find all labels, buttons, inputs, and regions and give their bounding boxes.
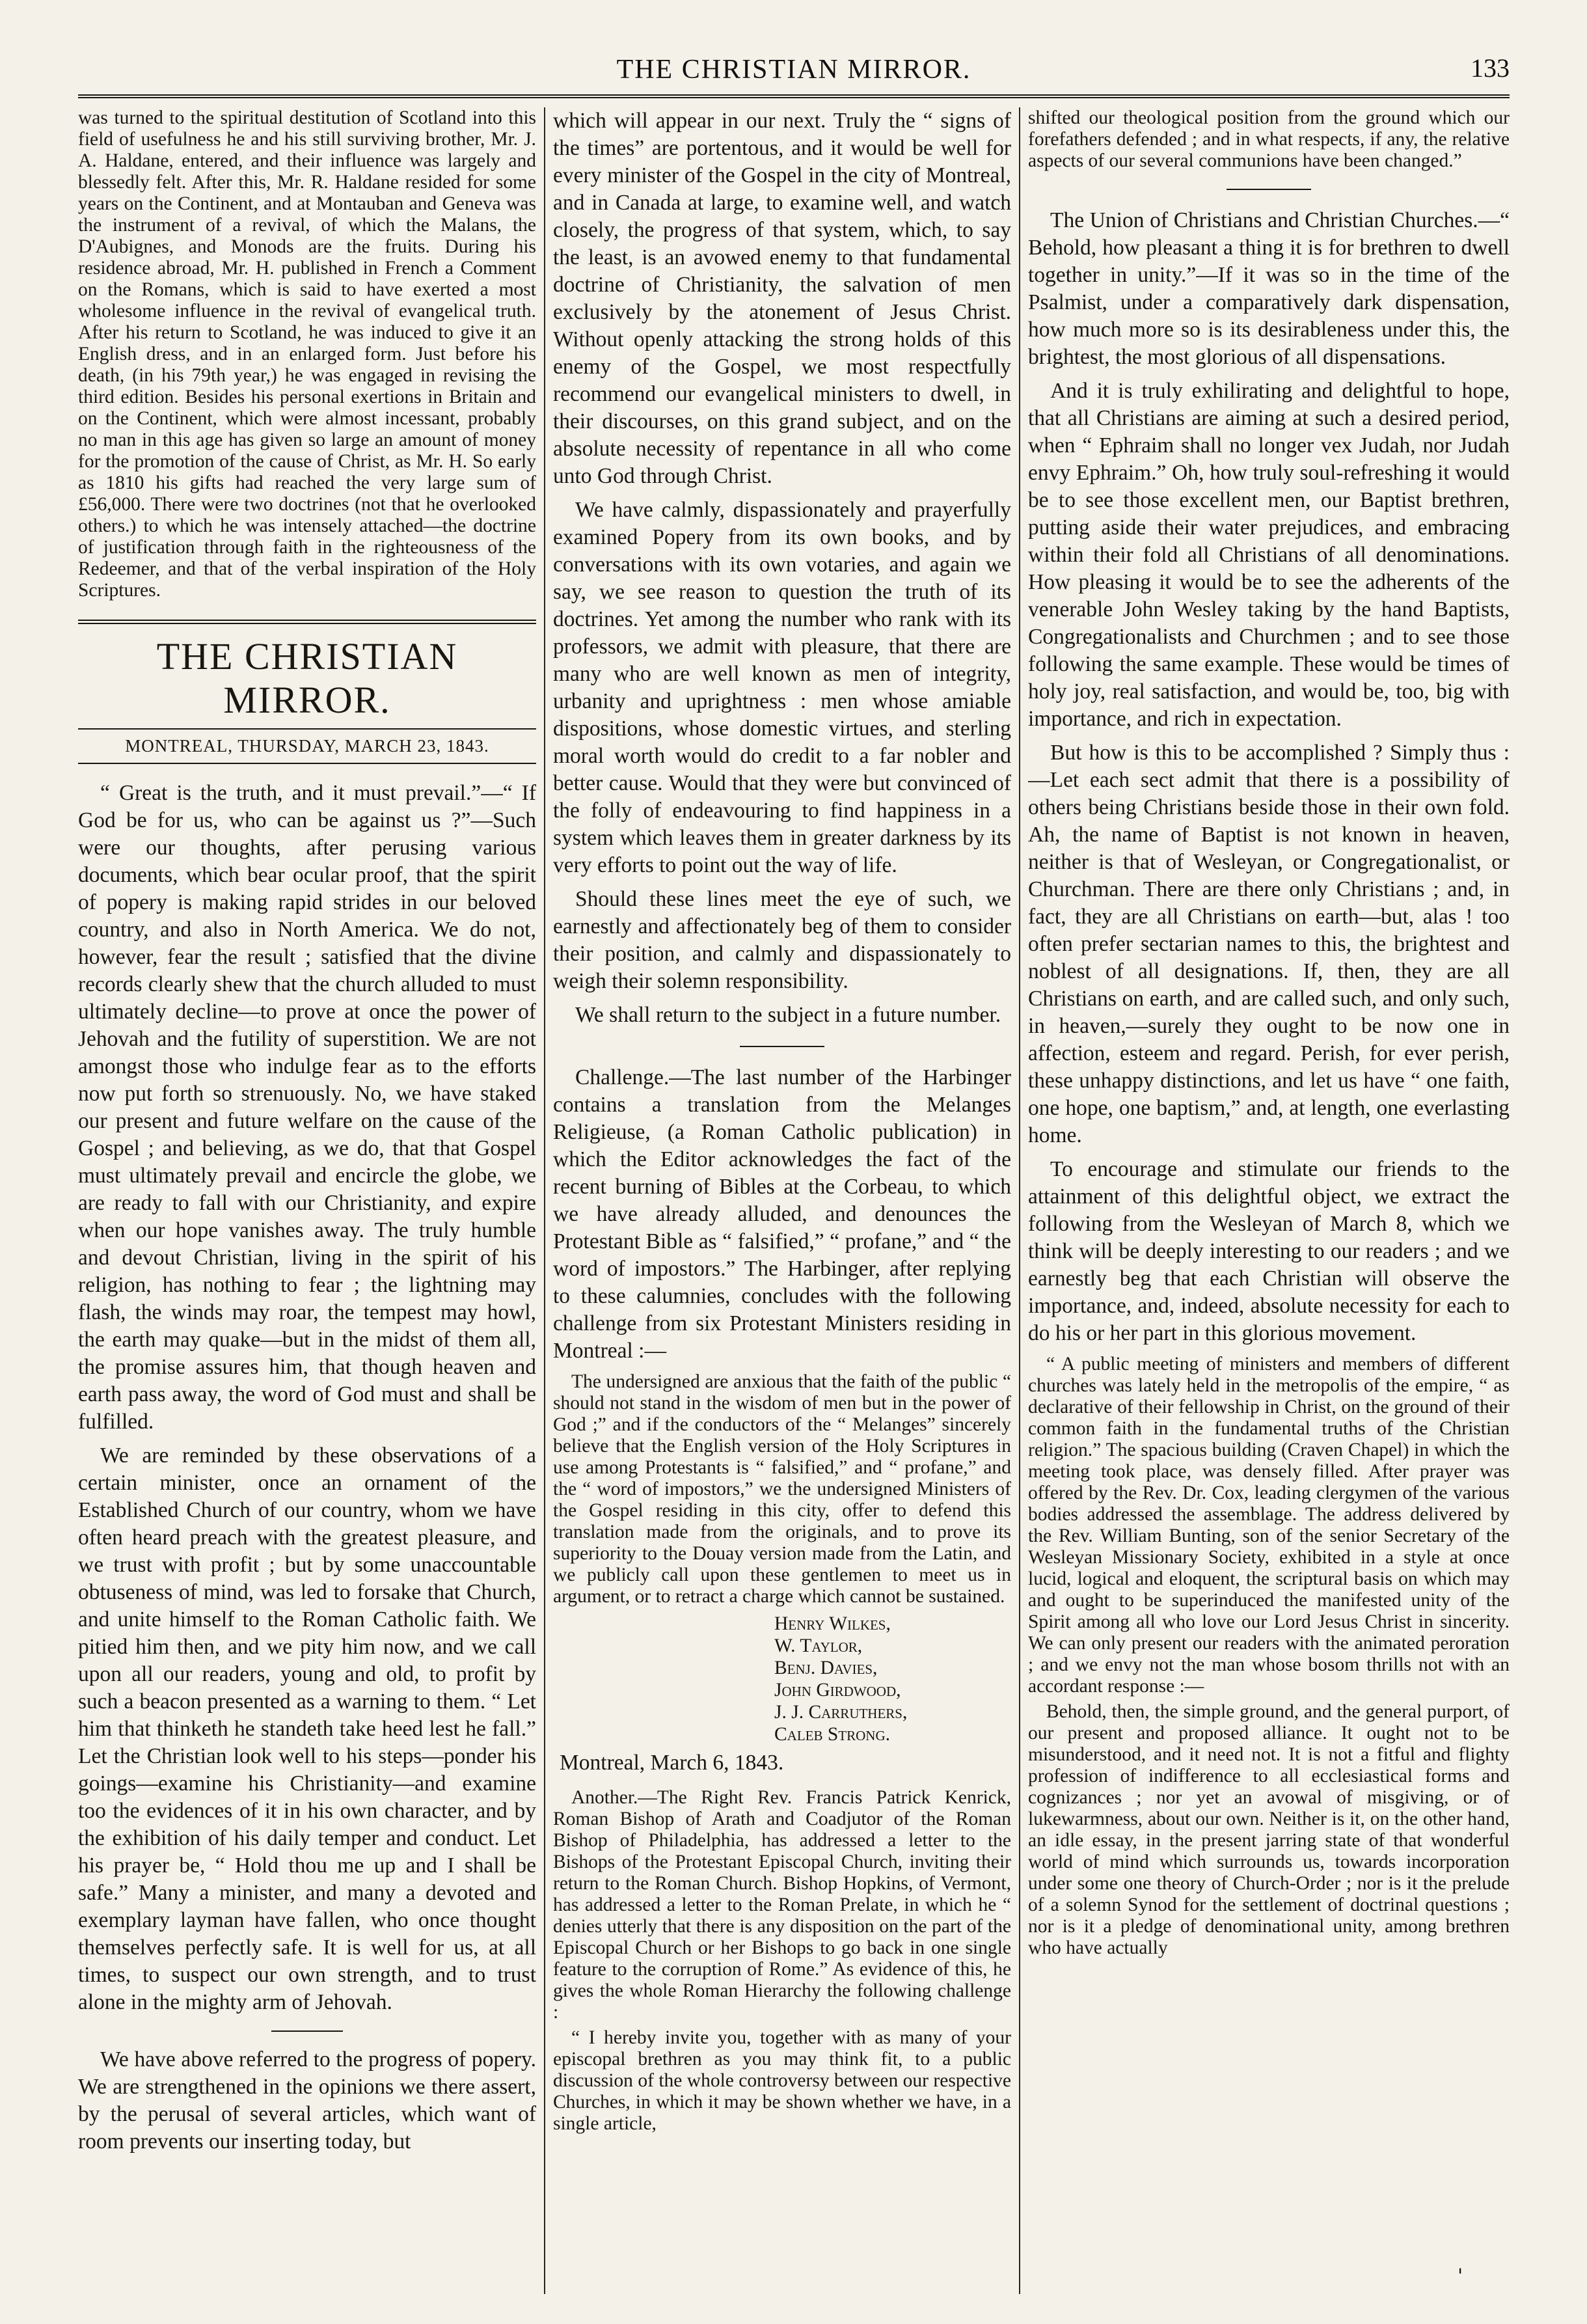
- running-title: THE CHRISTIAN MIRROR.: [616, 55, 971, 85]
- editorial-paragraph: We are reminded by these observations of a certain minister, once an ornament of the Established Church of our country, whom we have often heard preach with the greatest pleasure, and we trust with profit ; but by some unaccountable obtuseness of mind, was led to forsake that Church, and unite himself to the Roman Catholic faith. We pitied him then, and we pity him now, and we call upon all our readers, young and old, to profit by such a beacon presented as a warning to them. “ Let him that thinketh he standeth take heed lest he fall.” Let the Christian look well to his steps—ponder his goings—examine his Christianity—and examine too the evidences of it in his own character, and by the exhibition of his daily temper and conduct. Let his prayer be, “ Hold thou me up and I shall be safe.” Many a minister, and many a devoted and exemplary layman have fallen, who once thought themselves perfectly safe. It is well for us, at all times, to suspect our own strength, and to trust alone in the mighty arm of Jehovah.: [78, 1443, 536, 2014]
- dateline: Montreal, March 6, 1843.: [560, 1751, 784, 1775]
- signatory: Benj. Davies,: [774, 1658, 878, 1678]
- article-separator: [1227, 189, 1311, 190]
- article-separator: [271, 2030, 343, 2032]
- union-paragraph: But how is this to be accomplished ? Simply thus :—Let each sect admit that there is a possibility of others being Christians beside those in their own fold. Ah, the name of Baptist is not known in heaven, neither is that of Wesleyan, or Congregationalist, or Churchman. There are there only Christians ; and, in fact, they are all Christians on earth—but, alas ! too often prefer sectarian names to this, the brightest and noblest of all designations. If, then, they are all Christians on earth, and are called such, and only such, in heaven,—surely they ought to be now one in affection, esteem and regard. Perish, for ever perish, these unhappy distinctions, and let us have “ one faith, one hope, one baptism,” and, at length, one everlasting home.: [1028, 741, 1510, 1147]
- wesleyan-extract: Behold, then, the simple ground, and the general purport, of our present and proposed alliance. It ought not to be misunderstood, and it need not. It is not a fitful and flighty profession of indifference to all ecclesiastical forms and cognizances ; nor yet an avowal of misgiving, or of lukewarmness, about our own. Neither is it, on the other hand, an idle essay, in the present jarring state of that wonderful world of mind which surrounds us, towards incorporation under some one theory of Church-Order ; nor is it the prelude of a solemn Synod for the settlement of doctrinal questions ; nor is it a pledge of denominational unity, among brethren who have actually: [1028, 1701, 1510, 1958]
- editorial-paragraph: which will appear in our next. Truly the “ signs of the times” are portentous, and it would be well for every minister of the Gospel in the city of Montreal, and in Canada at large, to examine well, and watch closely, the progress of that system, which, to say the least, is an avowed enemy to that fundamental doctrine of Christianity, the salvation of men exclusively by the atonement of Jesus Christ. Without openly attacking the strong holds of this enemy of the Gospel, we most respectfully recommend our evangelical ministers to dwell, in their discourses, on this grand subject, and on the absolute necessity of repentance in all who come unto God through Christ.: [553, 109, 1011, 488]
- editorial-paragraph: “ Great is the truth, and it must prevail.”—“ If God be for us, who can be against us ?”—Such were our thoughts, after perusing various documents, which bear ocular proof, that the spirit of popery is making rapid strides in our beloved country, and also in North America. We do not, however, fear the result ; satisfied that the divine records clearly shew that the church alluded to must ultimately decline—to prove at once the power of Jehovah and the futility of superstition. We are not amongst those who indulge fear as to the efforts now put forth so strenuously. No, we have staked our present and future welfare on the cause of the Gospel ; and believing, as we do, that that Gospel must ultimately prevail and encircle the globe, we are ready to fall with our Christianity, and expire when our hope vanishes away. The truly humble and devout Christian, living in the spirit of his religion, has nothing to fear ; the lightning may flash, the winds may roar, the tempest may howl, the earth may quake—but in the midst of them all, the promise assures him, that though heaven and earth pass away, the word of God must and shall be fulfilled.: [78, 781, 536, 1434]
- signatory: John Girdwood,: [774, 1680, 901, 1701]
- header-rule: [78, 94, 1510, 98]
- haldane-obituary-end: was turned to the spiritual destitution of Scotland into this field of usefulness he and his still surviving brother, Mr. J. A. Haldane, entered, and their influence was largely and blessedly felt. After this, Mr. R. Haldane resided for some years on the Continent, and at Montauban and Geneva was the instrument of a revival, of which the Malans, the D'Aubignes, and Monods are the fruits. During his residence abroad, Mr. H. published in French a Comment on the Romans, which is said to have exerted a most wholesome influence in the revival of evangelical truth. After his return to Scotland, he was induced to give it an English dress, and in an enlarged form. Just before his death, (in his 79th year,) he was engaged in revising the third edition. Besides his personal exertions in Britain and on the Continent, which were almost incessant, probably no man in this age has given so large an amount of money for the promotion of the cause of Christ, as Mr. H. So early as 1810 his gifts had reached the very large sum of £56,000. There were two doctrines (not that he overlooked others.) to which he was intensely attached—the doctrine of justification through faith in the righteousness of the Redeemer, and that of the verbal inspiration of the Holy Scriptures.: [78, 107, 536, 601]
- stray-mark: ': [1458, 2265, 1463, 2288]
- masthead-rule: [78, 620, 536, 624]
- editorial-paragraph: Should these lines meet the eye of such, we earnestly and affectionately beg of them to consider their position, and calmly and dispassionately to weigh their solemn responsibility.: [553, 887, 1011, 993]
- column-divider: [1019, 107, 1020, 2294]
- wesleyan-extract: “ A public meeting of ministers and members of different churches was lately held in the metropolis of the empire, “ as declarative of their fellowship in Christ, on the ground of their common faith in the fundamental truths of the Christian religion.” The spacious building (Craven Chapel) in which the meeting took place, was densely filled. After prayer was offered by the Rev. Dr. Cox, leading clergymen of the various bodies addressed the assemblage. The address delivered by the Rev. William Bunting, son of the senior Secretary of the Wesleyan Missionary Society, exhibited in a style at once lucid, logical and eloquent, the scriptural basis on which may and ought to be superinduced the manifested unity of the Spirit among all who love our Lord Jesus Christ in sincerity. We can only present our readers with the animated peroration ; and we envy not the man whose bosom thrills not with an accordant response :—: [1028, 1354, 1510, 1697]
- quoted-invitation: “ I hereby invite you, together with as many of your episcopal brethren as you may think fit, to a public discussion of the whole controversy between our respective Churches, in which it may be shown whether we have, in a single article,: [553, 2027, 1011, 2134]
- union-paragraph: To encourage and stimulate our friends to the attainment of this delightful object, we extract the following from the Wesleyan of March 8, which we think will be deeply interesting to our readers ; and we earnestly beg that each Christian will observe the importance, and, indeed, absolute necessity for each to do his or her part in this glorious movement.: [1028, 1157, 1510, 1345]
- signatory: Caleb Strong.: [774, 1724, 890, 1745]
- column-left: [78, 107, 536, 2294]
- union-paragraph: And it is truly exhilirating and delightful to hope, that all Christians are aiming at such a desired period, when “ Ephraim shall no longer vex Judah, nor Judah envy Ephraim.” Oh, how truly soul-refreshing it would be to see those excellent men, our Baptist brethren, putting aside their water prejudices, and embracing within their fold all Christians of all denominations. How pleasing it would be to see the adherents of the venerable John Wesley taking by the hand Baptists, Congregationalists and Churchmen ; and to see those following the same example. These would be times of holy joy, real satisfaction, and would be, too, big with importance, and rich in expectation.: [1028, 379, 1510, 731]
- signatory: J. J. Carruthers,: [774, 1702, 908, 1723]
- quoted-invitation-end: shifted our theological position from the ground which our forefathers defended ; and in what respects, if any, the relative aspects of our several communions have been changed.”: [1028, 107, 1510, 171]
- challenge-text: The undersigned are anxious that the faith of the public “ should not stand in the wisdom of men but in the power of God ;” and if the conductors of the “ Melanges” sincerely believe that the English version of the Holy Scriptures in use among Protestants is “ falsified,” and “ profane,” and the “ word of impostors,” we the undersigned Ministers of the Gospel residing in this city, offer to defend this translation made from the originals, and to prove its superiority to the Douay version made from the Latin, and we publicly call upon these gentlemen to meet us in argument, or to retract a charge which cannot be sustained.: [553, 1371, 1011, 1607]
- challenge-paragraph: Challenge.—The last number of the Harbinger contains a translation from the Melanges Religieuse, (a Roman Catholic publication) in which the Editor acknowledges the fact of the recent burning of Bibles at the Corbeau, to which we have already alluded, and denounces the Protestant Bible as “ falsified,” “ profane,” and “ the word of impostors.” The Harbinger, after replying to these calumnies, concludes with the following challenge from six Protestant Ministers residing in Montreal :—: [553, 1065, 1011, 1363]
- editorial-paragraph: We shall return to the subject in a future number.: [575, 1003, 1001, 1027]
- page-header: [78, 36, 1510, 88]
- signatories: [774, 1613, 1011, 1745]
- masthead-title: THE CHRISTIAN MIRROR.: [156, 635, 458, 721]
- column-divider: [544, 107, 545, 2294]
- page-number: 133: [1471, 53, 1510, 83]
- column-right: [1028, 107, 1510, 2294]
- article-separator: [740, 1046, 824, 1047]
- another-paragraph: Another.—The Right Rev. Francis Patrick Kenrick, Roman Bishop of Arath and Coadjutor of the Roman Bishop of Philadelphia, has addressed a letter to the Bishops of the Protestant Episcopal Church, inviting their return to the Roman Church. Bishop Hopkins, of Vermont, has addressed a letter to the Roman Prelate, in which he “ denies utterly that there is any disposition on the part of the Episcopal Church or her Bishops to go back in one single feature to the corruption of Rome.” As evidence of this, he gives the whole Roman Hierarchy the following challenge :: [553, 1787, 1011, 2023]
- union-paragraph: The Union of Christians and Christian Churches.—“ Behold, how pleasant a thing it is for brethren to dwell together in unity.”—If it was so in the time of the Psalmist, under a comparatively dark dispensation, how much more so is its desirableness under this, the brightest, the most glorious of all dispensations.: [1028, 208, 1510, 369]
- editorial-paragraph: We have above referred to the progress of popery. We are strengthened in the opinions we there assert, by the perusal of several articles, which want of room prevents our inserting today, but: [78, 2047, 536, 2153]
- signatory: Henry Wilkes,: [774, 1613, 891, 1634]
- column-middle: [553, 107, 1011, 2294]
- masthead-date: MONTREAL, THURSDAY, MARCH 23, 1843.: [78, 728, 536, 764]
- editorial-paragraph: We have calmly, dispassionately and prayerfully examined Popery from its own books, and by conversations with its own votaries, and again we say, we see reason to question the truth of its doctrines. Yet among the number who rank with its professors, we admit with pleasure, that there are many who are well known as men of integrity, urbanity and uprightness : men whose amiable dispositions, whose domestic virtues, and sterling moral worth would do credit to a far nobler and better cause. Would that they were but convinced of the folly of endeavouring to find happiness in a system which leaves them in greater darkness by its very efforts to point out the way of life.: [553, 498, 1011, 877]
- signatory: W. Taylor,: [774, 1635, 863, 1656]
